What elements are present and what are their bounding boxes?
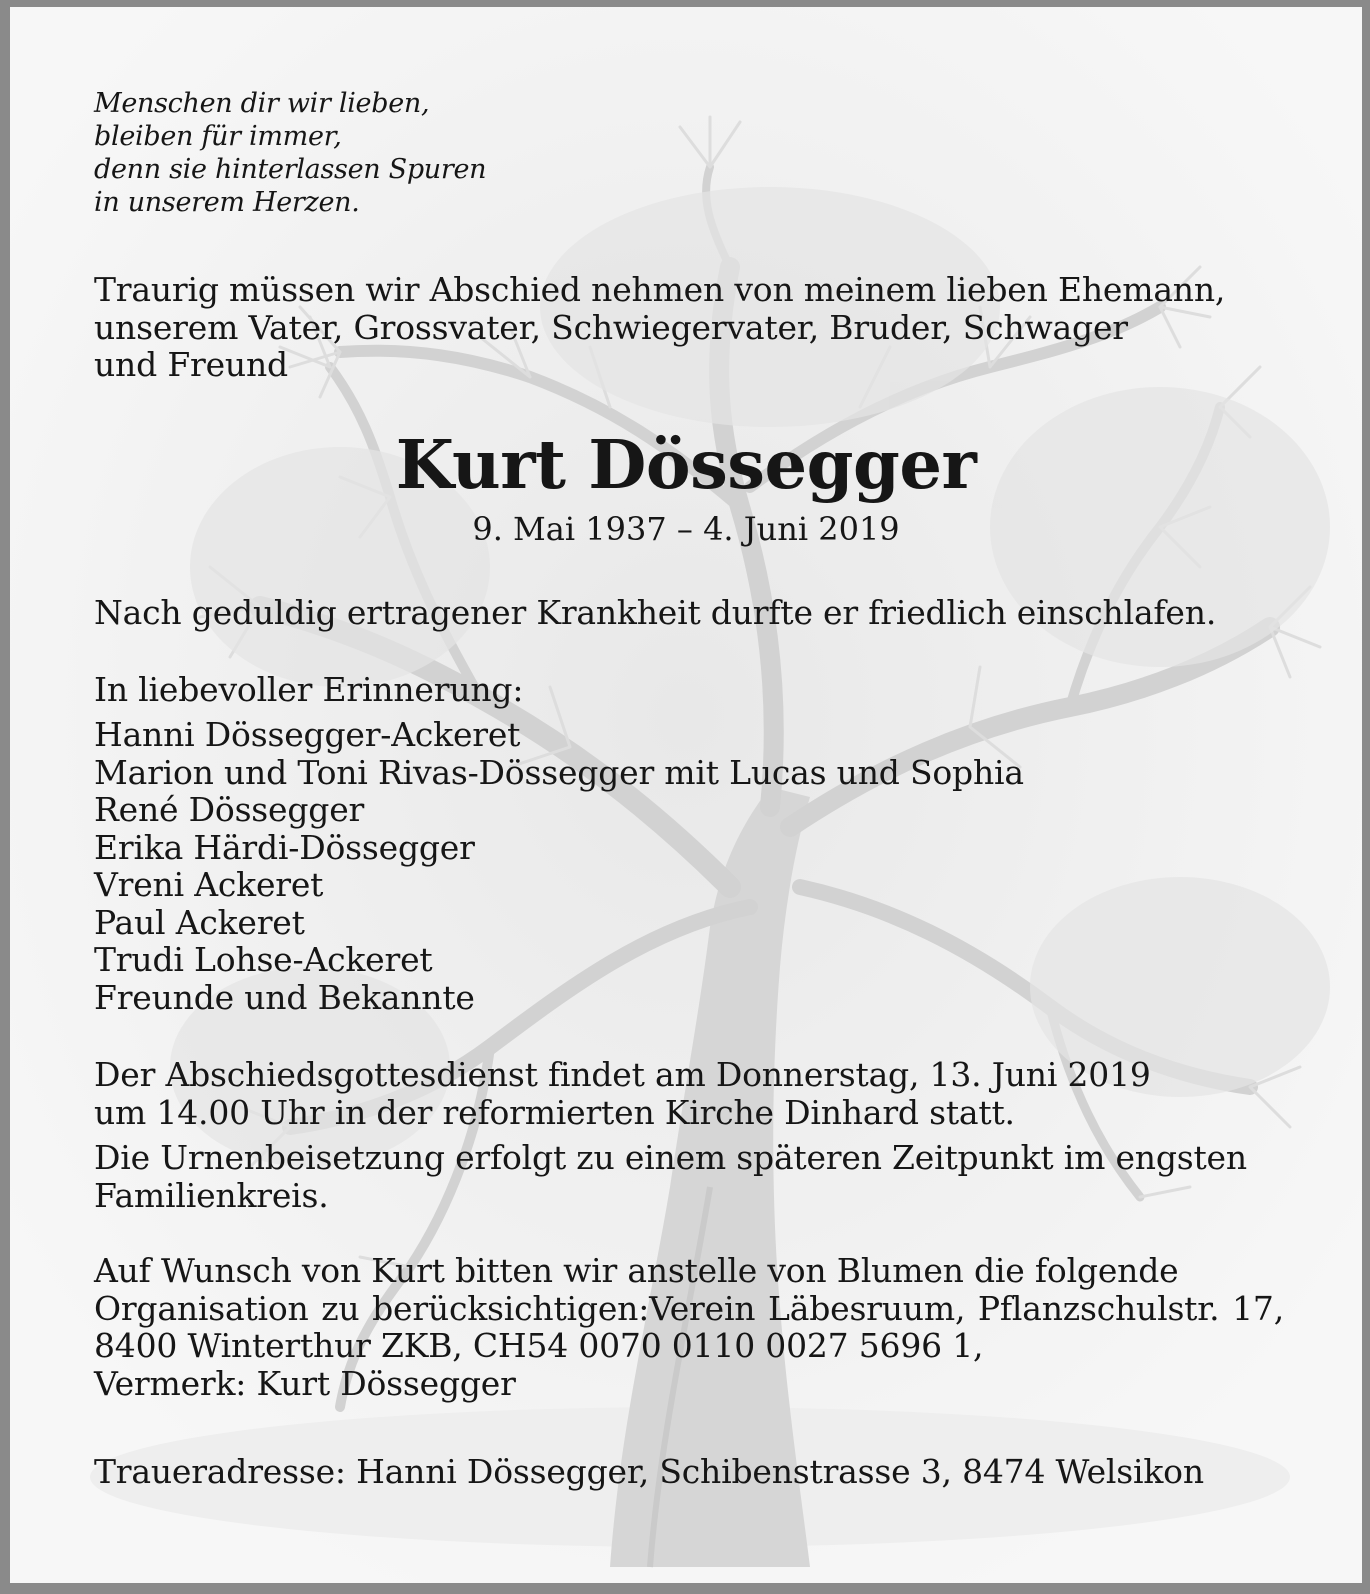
service-line: Der Abschiedsgottesdienst findet am Donnerstag, 13. Juni 2019 bbox=[94, 1055, 1151, 1094]
motto-line: Menschen dir wir lieben, bbox=[94, 88, 430, 119]
donation-bank-line: 8400 Winterthur ZKB, CH54 0070 0110 0027 5696 1, bbox=[94, 1326, 984, 1365]
intro-line: und Freund bbox=[94, 345, 288, 384]
mourner-name: Erika Härdi-Dössegger bbox=[94, 827, 475, 867]
mourner-name: Trudi Lohse-Ackeret bbox=[94, 940, 433, 979]
mourner-name: René Dössegger bbox=[94, 790, 365, 829]
mourners-list bbox=[94, 716, 1024, 1016]
donation-info bbox=[94, 1252, 1284, 1402]
donation-word: 17, bbox=[1232, 1288, 1284, 1328]
mourner-name: Freunde und Bekannte bbox=[94, 977, 475, 1017]
donation-word: Organisation bbox=[94, 1288, 309, 1328]
motto-verse bbox=[94, 87, 486, 219]
intro-text bbox=[94, 271, 1225, 384]
donation-line: Auf Wunsch von Kurt bitten wir anstelle von Blumen die folgende bbox=[94, 1251, 1179, 1290]
donation-word: zu bbox=[321, 1288, 360, 1328]
mourning-address: Traueradresse: Hanni Dössegger, Schibenstrasse 3, 8474 Welsikon bbox=[94, 1452, 1204, 1491]
motto-line: denn sie hinterlassen Spuren bbox=[94, 154, 487, 185]
donation-note-line: Vermerk: Kurt Dössegger bbox=[94, 1363, 516, 1403]
statement-text: Nach geduldig ertragener Krankheit durfte er friedlich einschlafen. bbox=[94, 593, 1217, 632]
service-line: um 14.00 Uhr in der reformierten Kirche Dinhard statt. bbox=[94, 1092, 1015, 1132]
burial-line: Familienkreis. bbox=[94, 1175, 329, 1215]
motto-line: in unserem Herzen. bbox=[94, 187, 360, 218]
burial-info bbox=[94, 1139, 1247, 1214]
mourner-name: Paul Ackeret bbox=[94, 902, 305, 942]
mourner-name: Hanni Dössegger-Ackeret bbox=[94, 715, 521, 754]
burial-line: Die Urnenbeisetzung erfolgt zu einem späteren Zeitpunkt im engsten bbox=[94, 1138, 1247, 1177]
motto-line: bleiben für immer, bbox=[94, 121, 342, 152]
mourner-name: Marion und Toni Rivas-Dössegger mit Lucas und Sophia bbox=[94, 752, 1024, 792]
intro-line: Traurig müssen wir Abschied nehmen von meinem lieben Ehemann, bbox=[94, 270, 1226, 309]
donation-word: Pflanzschulstr. bbox=[977, 1288, 1220, 1328]
intro-line: unserem Vater, Grossvater, Schwiegervater, Bruder, Schwager bbox=[94, 307, 1128, 347]
obituary-notice bbox=[10, 7, 1362, 1583]
mourner-name: Vreni Ackeret bbox=[94, 865, 324, 904]
service-info bbox=[94, 1056, 1151, 1131]
donation-word: Läbesruum, bbox=[768, 1288, 966, 1328]
life-dates: 9. Mai 1937 – 4. Juni 2019 bbox=[472, 510, 900, 548]
donation-word: berücksichtigen:Verein bbox=[372, 1288, 756, 1328]
donation-organisation-line bbox=[94, 1290, 1284, 1328]
deceased-name: Kurt Dössegger bbox=[395, 425, 977, 504]
mourners-heading: In liebevoller Erinnerung: bbox=[94, 670, 524, 709]
